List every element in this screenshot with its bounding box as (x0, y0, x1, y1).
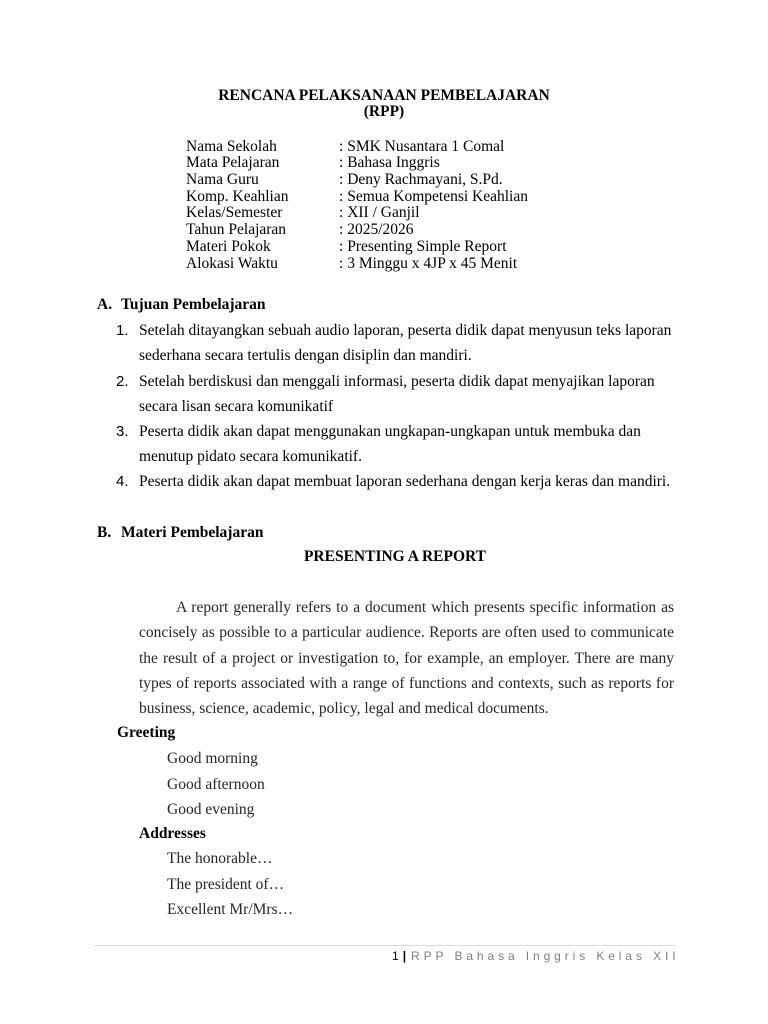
identity-value: Semua Kompetensi Keahlian (347, 187, 528, 205)
identity-row-class-semester (186, 205, 528, 222)
greeting-heading: Greeting (117, 724, 176, 742)
identity-row-teacher (186, 172, 528, 189)
greeting-item: Good evening (167, 800, 255, 818)
list-item-line: secara lisan secara komunikatif (139, 397, 334, 415)
footer-divider (94, 945, 676, 946)
identity-colon: : (339, 137, 344, 155)
greeting-list (167, 746, 265, 822)
identity-row-main-material (186, 239, 528, 256)
identity-label: Alokasi Waktu (186, 254, 278, 272)
paragraph-line: concisely as possible to a particular audience. Reports are often used to communicate (139, 624, 674, 642)
list-item (116, 318, 671, 368)
identity-label: Nama Sekolah (186, 137, 277, 155)
identity-label: Tahun Pelajaran (186, 221, 287, 239)
page-number: 1 (392, 949, 399, 963)
paragraph-line: A report generally refers to a document which presents specific information as (176, 599, 674, 617)
identity-label: Kelas/Semester (186, 204, 283, 222)
list-item (116, 369, 671, 419)
section-title: Tujuan Pembelajaran (121, 296, 266, 314)
list-item-line: Peserta didik akan dapat menggunakan ungkapan-ungkapan untuk membuka dan (139, 423, 641, 441)
topic-title: PRESENTING A REPORT (303, 548, 487, 566)
identity-value: 2025/2026 (347, 221, 414, 239)
section-letter: B. (97, 524, 112, 542)
identity-colon: : (339, 254, 344, 272)
address-item: The president of… (167, 875, 285, 893)
identity-colon: : (339, 187, 344, 205)
list-number: 1. (116, 322, 129, 340)
document-subtitle: (RPP) (363, 103, 405, 120)
identity-value: XII / Ganjil (347, 204, 420, 222)
identity-row-subject (186, 155, 528, 172)
identity-value: 3 Minggu x 4JP x 45 Menit (347, 254, 518, 272)
list-item (116, 469, 671, 494)
identity-colon: : (339, 237, 344, 255)
identity-row-school-year (186, 222, 528, 239)
addresses-list (167, 846, 293, 922)
identity-colon: : (339, 221, 344, 239)
address-item: Excellent Mr/Mrs… (167, 900, 294, 918)
list-number: 3. (116, 423, 129, 441)
identity-label: Mata Pelajaran (186, 154, 280, 172)
identity-table (186, 139, 528, 273)
identity-label: Materi Pokok (186, 237, 271, 255)
page-footer (392, 949, 679, 963)
paragraph-line: types of reports associated with a range of functions and contexts, such as reports for (139, 674, 674, 692)
footer-label: RPP Bahasa Inggris Kelas XII (411, 949, 680, 963)
identity-row-competency (186, 189, 528, 206)
section-title: Materi Pembelajaran (121, 524, 264, 542)
list-item (116, 419, 671, 469)
section-b-heading (97, 520, 263, 545)
paragraph-line: business, science, academic, policy, legal and medical documents. (139, 700, 549, 718)
identity-colon: : (339, 154, 344, 172)
list-item-line: Setelah ditayangkan sebuah audio laporan, peserta didik dapat menyusun teks laporan (139, 322, 672, 340)
objectives-list (116, 318, 671, 494)
identity-colon: : (339, 170, 344, 188)
report-paragraph (139, 595, 674, 721)
identity-colon: : (339, 204, 344, 222)
identity-row-school (186, 139, 528, 156)
paragraph-line: the result of a project or investigation to, for example, an employer. There are many (139, 649, 674, 667)
identity-value: SMK Nusantara 1 Comal (347, 137, 505, 155)
list-number: 2. (116, 372, 129, 390)
greeting-item: Good afternoon (167, 775, 265, 793)
greeting-item: Good morning (167, 750, 258, 768)
list-item-line: Peserta didik akan dapat membuat laporan sederhana dengan kerja keras dan mandiri. (139, 473, 671, 491)
identity-value: Bahasa Inggris (347, 154, 440, 172)
identity-value: Presenting Simple Report (347, 237, 507, 255)
identity-value: Deny Rachmayani, S.Pd. (347, 170, 503, 188)
section-a-heading (97, 292, 266, 317)
section-letter: A. (97, 296, 113, 314)
address-item: The honorable… (167, 850, 273, 868)
list-item-line: menutup pidato secara komunikatif. (139, 448, 362, 466)
document-title: RENCANA PELAKSANAAN PEMBELAJARAN (218, 87, 550, 104)
addresses-heading: Addresses (139, 825, 206, 843)
list-number: 4. (116, 473, 129, 491)
identity-row-time-allocation (186, 256, 528, 273)
list-item-line: sederhana secara tertulis dengan disiplin dan mandiri. (139, 347, 472, 365)
list-item-line: Setelah berdiskusi dan menggali informasi, peserta didik dapat menyajikan laporan (139, 372, 655, 390)
identity-label: Nama Guru (186, 170, 259, 188)
footer-separator: | (402, 949, 407, 963)
identity-label: Komp. Keahlian (186, 187, 289, 205)
